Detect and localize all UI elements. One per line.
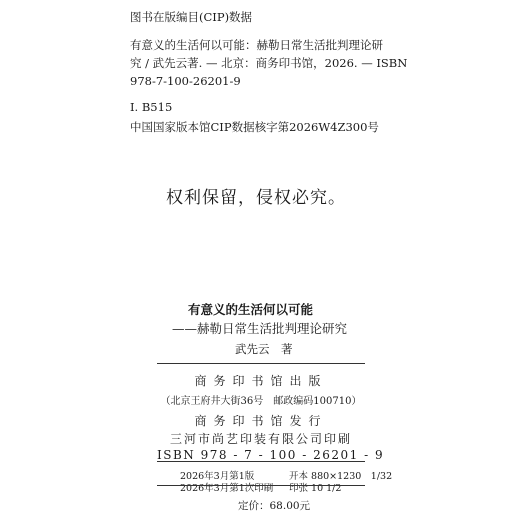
edition-info: 2026年3月第1版: [180, 471, 255, 482]
colophon-divider-top: [157, 363, 365, 364]
colophon-divider-bottom: [157, 485, 365, 486]
price-info: 定价：68.00元: [238, 500, 311, 512]
isbn-line: ISBN 978 - 7 - 100 - 26201 - 9: [157, 448, 385, 462]
publisher-line: 商务印书馆出版: [194, 374, 328, 388]
cip-classification: Ⅰ. B515: [130, 100, 173, 114]
cip-record-number: 中国国家版本馆CIP数据核字第2026W4Z300号: [130, 120, 379, 134]
printer-line: 三河市尚艺印装有限公司印刷: [169, 432, 352, 446]
cip-heading: 图书在版编目(CIP)数据: [130, 10, 253, 24]
distributor-line: 商务印书馆发行: [194, 414, 328, 428]
impression-info: 2026年3月第1次印刷: [180, 483, 274, 494]
publisher-address: （北京王府井大街36号 邮政编码100710）: [160, 396, 362, 407]
book-title: 有意义的生活何以可能: [188, 302, 314, 317]
cip-line-3: 978-7-100-26201-9: [130, 74, 241, 88]
book-author: 武先云 著: [235, 342, 293, 356]
rights-statement: 权利保留，侵权必究。: [166, 188, 346, 208]
book-subtitle: ——赫勒日常生活批判理论研究: [172, 321, 348, 336]
cip-line-1: 有意义的生活何以可能：赫勒日常生活批判理论研: [130, 38, 383, 52]
format-info: 开本 880×1230 1/32: [289, 471, 393, 482]
sheets-info: 印张 10 1/2: [289, 483, 342, 494]
cip-line-2: 究 / 武先云著. — 北京：商务印书馆，2026. — ISBN: [130, 56, 408, 70]
colophon-divider-middle: [157, 461, 365, 462]
